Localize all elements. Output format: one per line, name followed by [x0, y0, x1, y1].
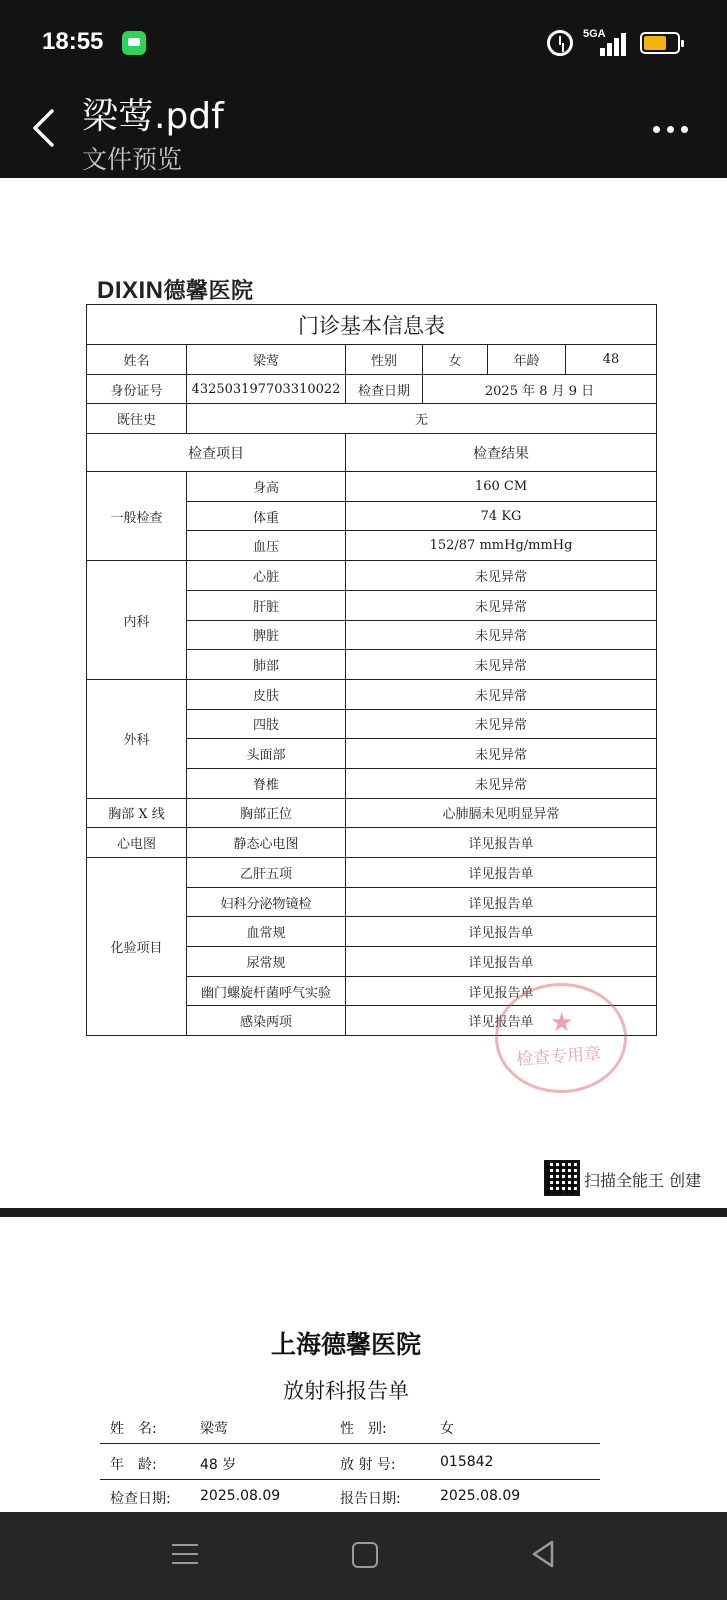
exam-item: 身高	[187, 472, 346, 502]
exam-result: 未见异常	[346, 620, 657, 650]
exam-category: 一般检查	[87, 472, 187, 561]
exam-item: 尿常规	[187, 947, 346, 977]
info-label: 放 射 号:	[340, 1457, 396, 1473]
header-exam-result: 检查结果	[346, 434, 657, 472]
home-icon[interactable]	[352, 1542, 378, 1568]
info-value: 2025.08.09	[200, 1488, 281, 1504]
inspection-stamp	[495, 983, 627, 1093]
exam-result: 152/87 mmHg/mmHg	[346, 531, 657, 561]
exam-row	[87, 798, 657, 828]
value-exam-date: 2025 年 8 月 9 日	[423, 374, 657, 404]
stamp-text: 检查专用章	[515, 1044, 602, 1070]
form-title: 门诊基本信息表	[87, 305, 657, 345]
exam-result: 详见报告单	[346, 858, 657, 888]
exam-result: 详见报告单	[346, 976, 657, 1006]
info-row	[100, 1410, 600, 1444]
document-page-2[interactable]	[0, 1217, 727, 1512]
exam-category: 心电图	[87, 828, 187, 858]
exam-item: 静态心电图	[187, 828, 346, 858]
exam-item: 心脏	[187, 561, 346, 591]
battery-icon	[640, 32, 680, 54]
info-label: 年 龄:	[110, 1457, 157, 1473]
label-id-number: 身份证号	[87, 374, 187, 404]
top-bar	[0, 0, 727, 178]
exam-result: 心肺膈未见明显异常	[346, 798, 657, 828]
page-separator	[0, 1208, 727, 1217]
exam-row	[87, 858, 657, 888]
info-value: 015842	[440, 1454, 494, 1470]
exam-result: 详见报告单	[346, 887, 657, 917]
status-time: 18:55	[42, 28, 104, 55]
hospital-name: 上海德馨医院	[270, 1330, 421, 1359]
exam-row	[87, 679, 657, 709]
info-label: 检查日期:	[110, 1491, 171, 1507]
info-value: 女	[440, 1421, 454, 1437]
exam-row	[87, 472, 657, 502]
exam-category: 化验项目	[87, 858, 187, 1036]
menu-icon[interactable]	[172, 1542, 198, 1566]
battery-fill	[644, 36, 666, 50]
exam-item: 头面部	[187, 739, 346, 769]
exam-item: 血压	[187, 531, 346, 561]
network-type: 5GA	[583, 28, 606, 40]
message-app-icon	[122, 31, 146, 55]
info-label: 报告日期:	[340, 1491, 401, 1507]
alarm-icon	[547, 30, 573, 56]
exam-category: 胸部 X 线	[87, 798, 187, 828]
exam-result: 详见报告单	[346, 828, 657, 858]
exam-item: 脊椎	[187, 768, 346, 798]
more-dots-icon[interactable]	[653, 126, 689, 134]
value-gender: 女	[423, 345, 488, 375]
exam-item: 感染两项	[187, 1006, 346, 1036]
exam-item: 乙肝五项	[187, 858, 346, 888]
stamp-star-icon: ★	[550, 1008, 574, 1038]
exam-row	[87, 828, 657, 858]
exam-result: 160 CM	[346, 472, 657, 502]
exam-result: 74 KG	[346, 501, 657, 531]
header-exam-item: 检查项目	[87, 434, 346, 472]
label-age: 年龄	[488, 345, 566, 375]
exam-result: 详见报告单	[346, 1006, 657, 1036]
value-id-number: 432503197703310022	[187, 374, 346, 404]
info-value: 2025.08.09	[440, 1488, 521, 1504]
report-title: 放射科报告单	[283, 1379, 409, 1403]
exam-result: 未见异常	[346, 650, 657, 680]
file-title: 梁莺.pdf	[82, 96, 224, 137]
info-label: 姓 名:	[110, 1421, 157, 1437]
label-history: 既往史	[87, 404, 187, 434]
info-value: 梁莺	[200, 1421, 228, 1437]
label-name: 姓名	[87, 345, 187, 375]
exam-item: 肺部	[187, 650, 346, 680]
back-triangle-icon[interactable]	[530, 1539, 556, 1569]
exam-category: 外科	[87, 679, 187, 798]
label-exam-date: 检查日期	[346, 374, 423, 404]
back-arrow-icon[interactable]	[30, 108, 56, 148]
exam-item: 四肢	[187, 709, 346, 739]
scanner-credit: 扫描全能王 创建	[584, 1171, 702, 1190]
exam-row	[87, 561, 657, 591]
exam-item: 幽门螺旋杆菌呼气实验	[187, 976, 346, 1006]
exam-result: 详见报告单	[346, 917, 657, 947]
exam-item: 体重	[187, 501, 346, 531]
value-history: 无	[187, 404, 657, 434]
exam-item: 肝脏	[187, 590, 346, 620]
exam-result: 详见报告单	[346, 947, 657, 977]
outpatient-info-table	[86, 304, 657, 1036]
exam-result: 未见异常	[346, 768, 657, 798]
exam-result: 未见异常	[346, 739, 657, 769]
label-gender: 性别	[346, 345, 423, 375]
exam-item: 脾脏	[187, 620, 346, 650]
exam-category: 内科	[87, 561, 187, 680]
exam-item: 血常规	[187, 917, 346, 947]
value-name: 梁莺	[187, 345, 346, 375]
signal-icon	[596, 32, 630, 56]
info-row	[100, 1480, 600, 1514]
qr-code-icon	[544, 1160, 580, 1196]
file-subtitle: 文件预览	[82, 145, 183, 174]
document-page-1[interactable]	[0, 178, 727, 1208]
exam-result: 未见异常	[346, 709, 657, 739]
info-value: 48 岁	[200, 1457, 237, 1473]
exam-result: 未见异常	[346, 561, 657, 591]
info-label: 性 别:	[340, 1421, 387, 1437]
exam-item: 妇科分泌物镜检	[187, 887, 346, 917]
logo-cn: 德馨医院	[163, 279, 254, 304]
exam-result: 未见异常	[346, 679, 657, 709]
info-row	[100, 1446, 600, 1480]
value-age: 48	[566, 345, 657, 375]
hospital-logo	[97, 274, 254, 305]
exam-result: 未见异常	[346, 590, 657, 620]
navigation-bar	[0, 1512, 727, 1600]
exam-item: 胸部正位	[187, 798, 346, 828]
logo-latin: DIXIN	[97, 277, 164, 304]
exam-item: 皮肤	[187, 679, 346, 709]
